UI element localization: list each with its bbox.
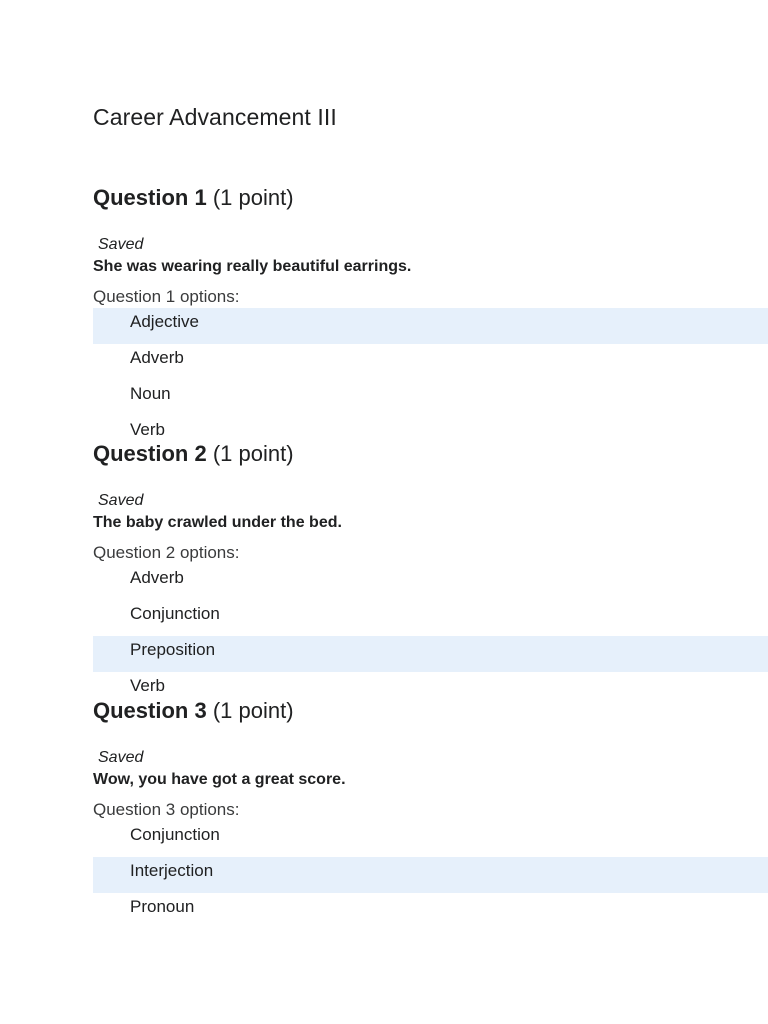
quiz-page [93,0,768,1024]
question-heading [93,695,768,727]
question-number: Question 2 [93,441,207,466]
option-verb[interactable]: Verb [130,676,165,695]
option-conjunction[interactable]: Conjunction [130,825,220,844]
page-title: Career Advancement III [93,104,337,130]
question-3 [93,695,768,929]
saved-status: Saved [98,236,144,253]
options-list [93,821,768,929]
option-preposition[interactable]: Preposition [93,636,768,672]
question-1 [93,182,768,452]
option-noun[interactable]: Noun [130,384,171,403]
question-points: (1 point) [212,185,294,210]
question-prompt: She was wearing really beautiful earrings. [93,258,412,275]
option-verb[interactable]: Verb [130,420,165,439]
option-adverb[interactable]: Adverb [130,568,184,587]
question-points: (1 point) [212,441,294,466]
options-label: Question 1 options: [93,287,240,306]
options-list [93,564,768,708]
option-adjective[interactable]: Adjective [93,308,768,344]
option-adverb[interactable]: Adverb [130,348,184,367]
options-label: Question 2 options: [93,543,240,562]
options-list [93,308,768,452]
option-conjunction[interactable]: Conjunction [130,604,220,623]
question-heading [93,182,768,214]
question-2 [93,438,768,708]
question-number: Question 1 [93,185,207,210]
question-prompt: The baby crawled under the bed. [93,514,342,531]
options-label: Question 3 options: [93,800,240,819]
saved-status: Saved [98,492,144,509]
question-points: (1 point) [212,698,294,723]
question-number: Question 3 [93,698,207,723]
question-prompt: Wow, you have got a great score. [93,771,346,788]
question-heading [93,438,768,470]
saved-status: Saved [98,749,144,766]
option-pronoun[interactable]: Pronoun [130,897,195,916]
option-interjection[interactable]: Interjection [93,857,768,893]
